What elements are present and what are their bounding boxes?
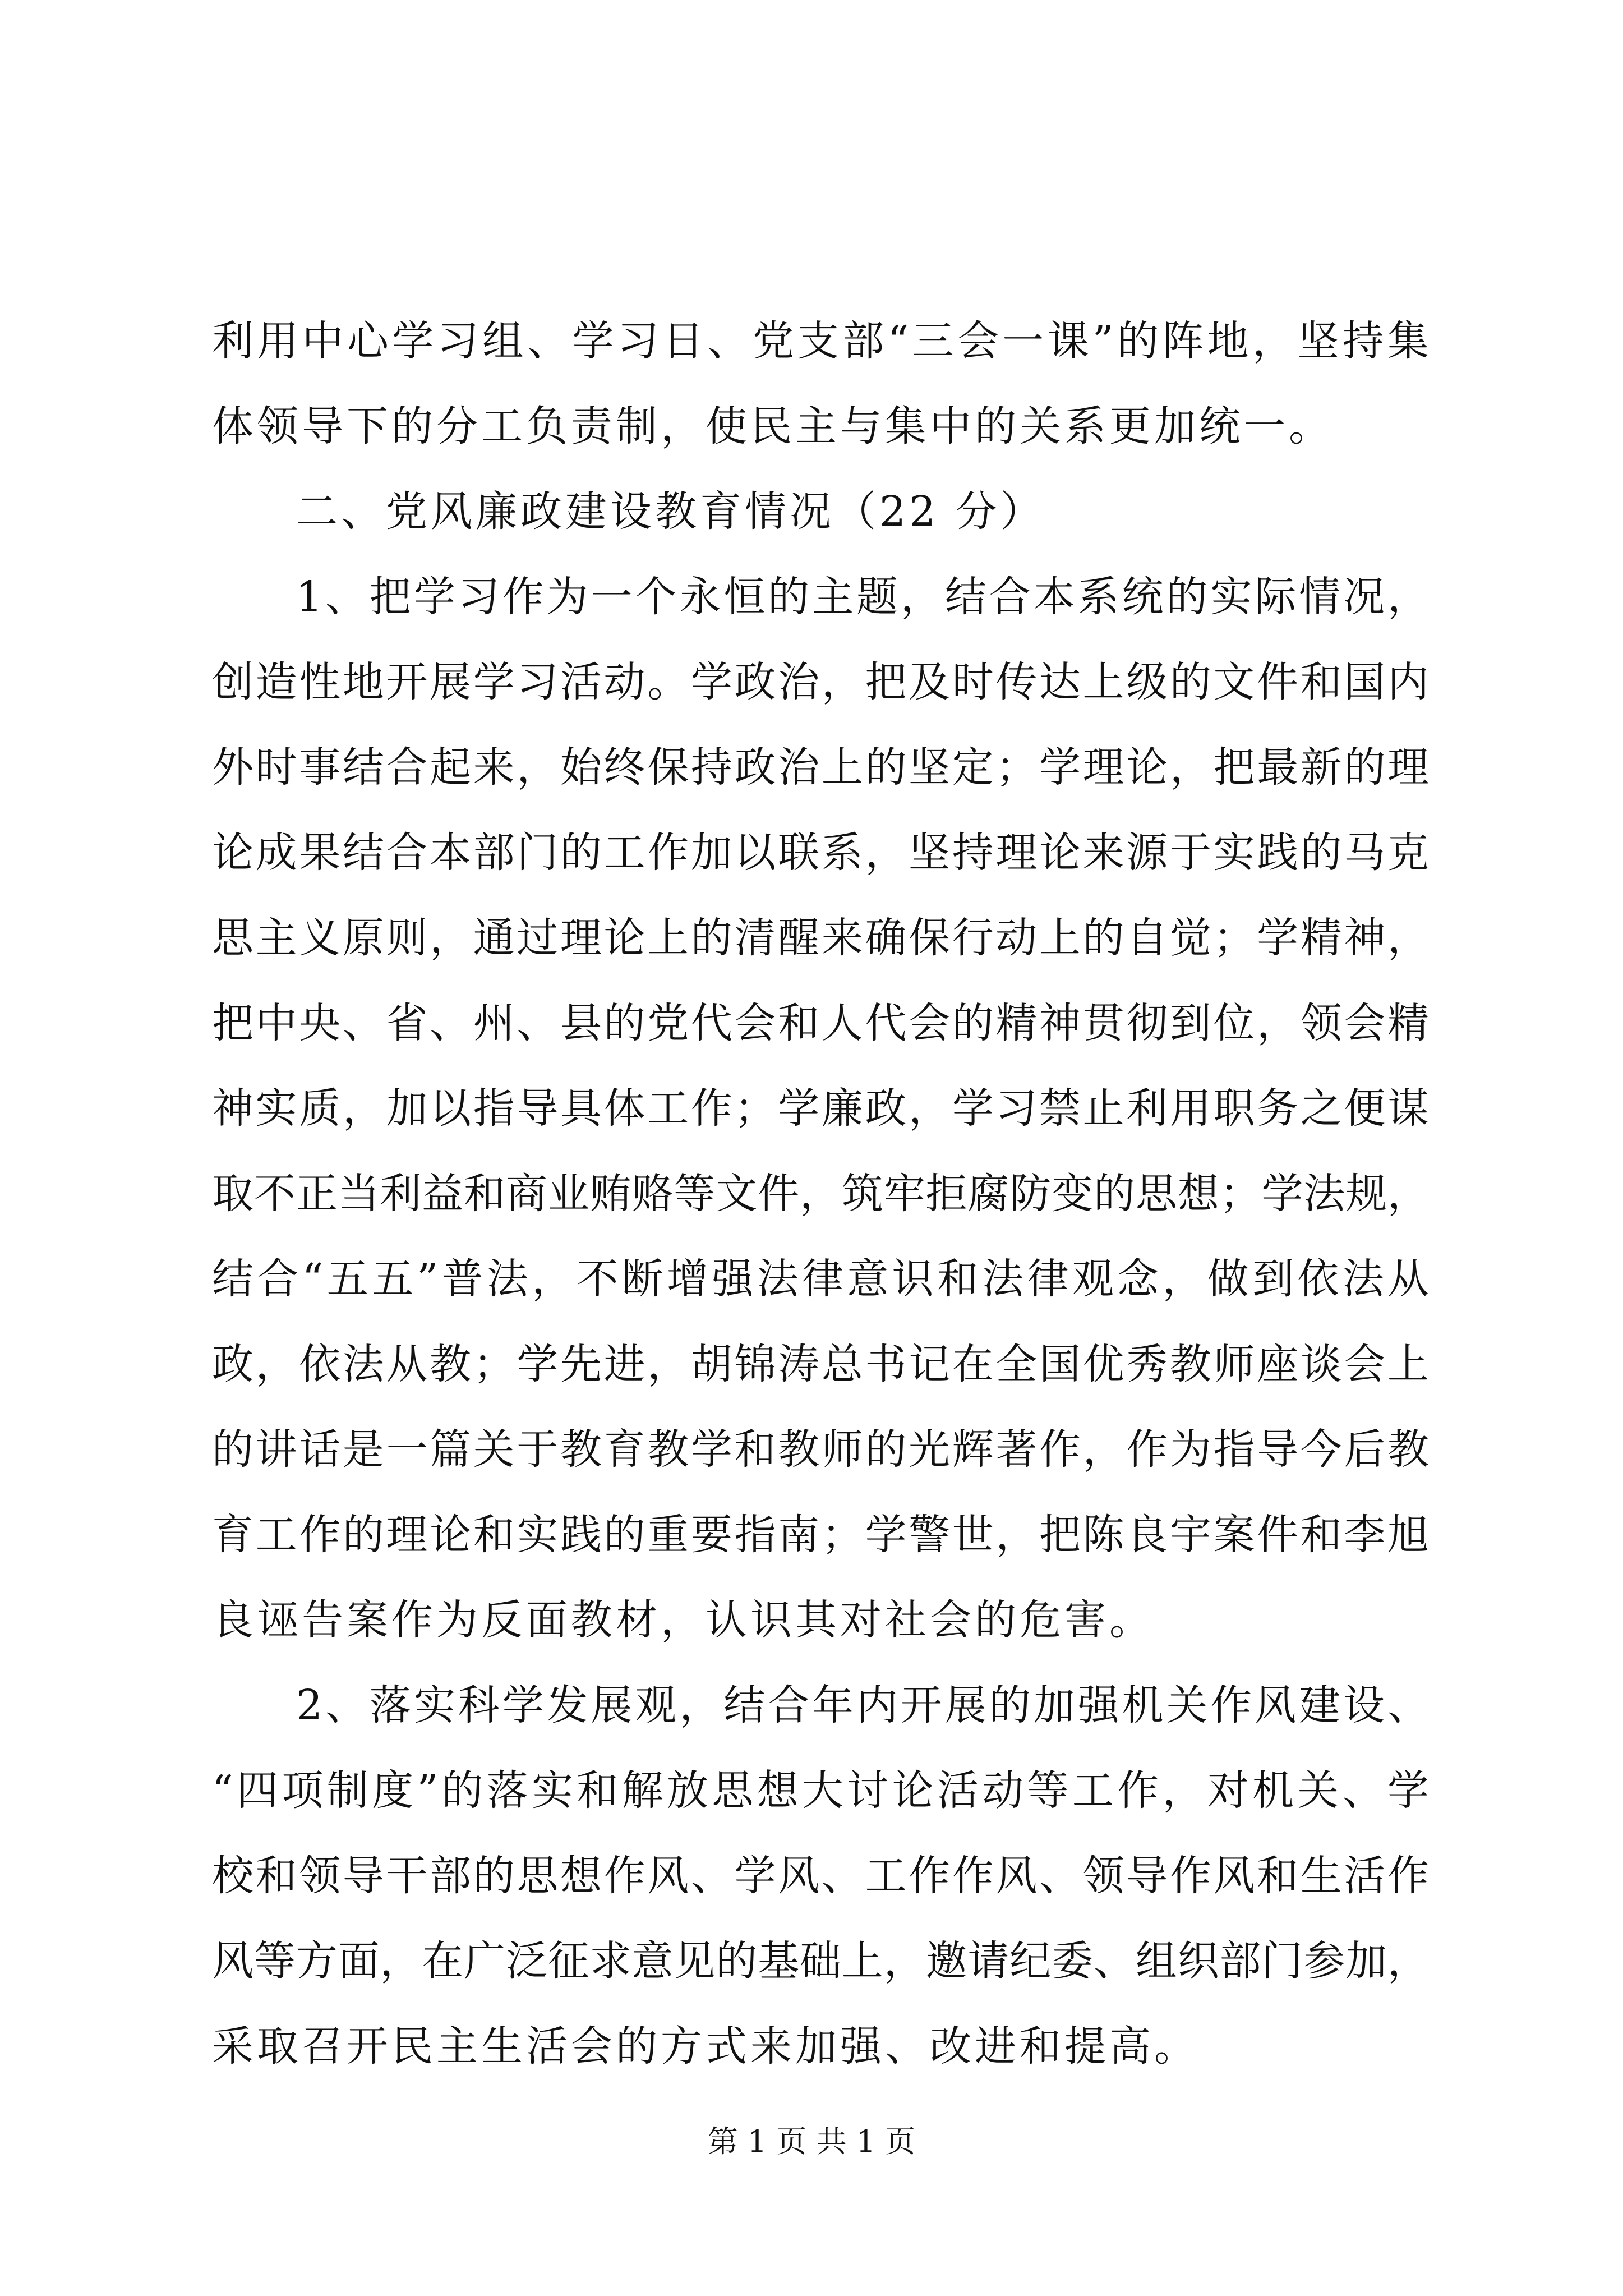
text-line: 论成果结合本部门的工作加以联系，坚持理论来源于实践的马克	[212, 829, 1429, 877]
text-line: 利用中心学习组、学习日、党支部“三会一课”的阵地，坚持集	[212, 317, 1429, 365]
page-footer: 第 1 页 共 1 页	[707, 2124, 916, 2159]
text-line: 思主义原则，通过理论上的清醒来确保行动上的自觉；学精神，	[212, 914, 1429, 962]
text-line: 把中央、省、州、县的党代会和人代会的精神贯彻到位，领会精	[212, 999, 1429, 1047]
text-line: 体领导下的分工负责制，使民主与集中的关系更加统一。	[212, 402, 1334, 450]
text-line: 神实质，加以指导具体工作；学廉政，学习禁止利用职务之便谋	[212, 1084, 1429, 1133]
text-line: 外时事结合起来，始终保持政治上的坚定；学理论，把最新的理	[212, 743, 1429, 792]
text-line: 的讲话是一篇关于教育教学和教师的光辉著作，作为指导今后教	[212, 1425, 1429, 1474]
section-heading: 二、党风廉政建设教育情况（22 分）	[296, 487, 1045, 536]
text-line: 采取召开民主生活会的方式来加强、改进和提高。	[212, 2022, 1199, 2070]
document-body	[212, 298, 1429, 2089]
text-line: 校和领导干部的思想作风、学风、工作作风、领导作风和生活作	[212, 1852, 1429, 1900]
text-line: 取不正当利益和商业贿赂等文件，筑牢拒腐防变的思想；学法规，	[212, 1170, 1429, 1218]
text-line: 良诬告案作为反面教材，认识其对社会的危害。	[212, 1596, 1154, 1644]
text-line: 2、落实科学发展观，结合年内开展的加强机关作风建设、	[296, 1681, 1429, 1729]
text-line: “四项制度”的落实和解放思想大讨论活动等工作，对机关、学	[212, 1766, 1429, 1815]
text-line: 1、把学习作为一个永恒的主题，结合本系统的实际情况，	[296, 573, 1429, 621]
text-line: 创造性地开展学习活动。学政治，把及时传达上级的文件和国内	[212, 658, 1429, 706]
text-line: 育工作的理论和实践的重要指南；学警世，把陈良宇案件和李旭	[212, 1511, 1429, 1559]
text-line: 结合“五五”普法，不断增强法律意识和法律观念，做到依法从	[212, 1255, 1429, 1303]
text-line: 风等方面，在广泛征求意见的基础上，邀请纪委、组织部门参加，	[212, 1937, 1429, 1985]
text-line: 政，依法从教；学先进，胡锦涛总书记在全国优秀教师座谈会上	[212, 1340, 1429, 1388]
